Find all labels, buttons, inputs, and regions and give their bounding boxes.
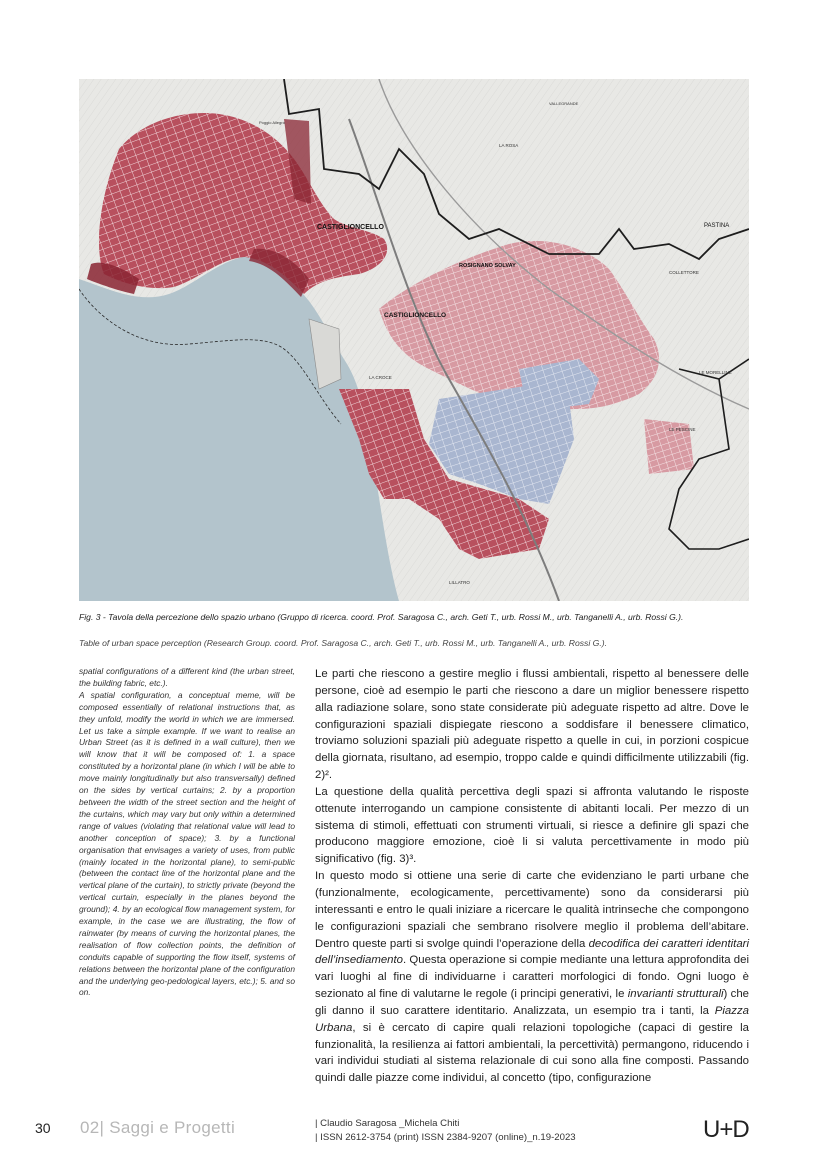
map-label-castiglioncello-north: CASTIGLIONCELLO [317,224,384,231]
english-paragraph-2: A spatial configuration, a conceptual meme, will be composed essentially of relational instructions that, as they unfold, modify the world in which we are immersed. Let us take a simple example. If we want to realise an Urban Street (as it is defined in a wall culture), then we will know that it will be composed of: 1. a space constituted by a horizontal plane (in which I will be able to move mainly longitudinally but also transversally) defined on the sides by vertical curtains; 2. by a proportion between the width of the street section and the height of the curtains, which may vary but only within a determined range of values (violating that relational value will lead to another conception of space); 3. by a functional organisation that envisages a variety of uses, from public (mainly located in the horizontal plane), to semi-public (between the contact line of the horizontal plane and the vertical plane of the curtain), to strictly private (beyond the vertical curtain, especially in the planes beyond the ground); 4. by an ecological flow management system, for example, in the case we are illustrating, the flow of rainwater (by means of curving the horizontal planes, the realisation of flow collection points, the definition of conduits capable of supporting the flow itself, systems of relations between the horizontal plane of the configuration and the underlying geo-pedological layers, etc.); 5. and so on. [79,689,295,998]
italian-body [315,666,749,1087]
map-label-lillatro: LILLATRO [449,580,470,585]
body-emphasis-piazza: Piazza Urbana [315,1004,749,1034]
body-text-3a: In questo modo si ottiene una serie di carte che evidenziano le parti urbane che (funzionalmente, ecologicamente, percettivamente) sono da considerarsi più interessanti e entro le quali iniziare a ricercare le qualità intrinseche che compongono le configurazioni spaziali che sembrano risolvere meglio il problema dell’abitare. Dentro queste parti si svolge quindi l’operazione della [315,870,749,950]
map-label-la-croce: LA CROCE [369,375,392,380]
map-label-la-rosa: LA ROSA [499,143,519,148]
body-text-3d: , si è cercato di capire quali relazioni topologiche (capaci di gestire la funzionalità, la resilienza ai fattori ambientali, la percettività) permangono, riducendo i vari individui studiati al sistema relazionale di cui sono alla fine composti. Passando quindi dalle piazze come individui, al concetto (tipo, configurazione [315,1021,749,1085]
footer-issn: | ISSN 2612-3754 (print) ISSN 2384-9207 (online)_n.19-2023 [315,1132,576,1143]
map-label-pastina: PASTINA [704,223,730,229]
footer-authors: | Claudio Saragosa _Michela Chiti [315,1118,460,1129]
figure-caption-italian: Fig. 3 - Tavola della percezione dello spazio urbano (Gruppo di ricerca. coord. Prof. Saragosa C., arch. Geti T., urb. Rossi M., urb. Tanganelli A., urb. Rossi G.). [79,612,684,622]
journal-logo: U+D [703,1116,749,1143]
body-paragraph-2: La questione della qualità percettiva degli spazi si affronta valutando le risposte ottenute interrogando un campione consistente di abitanti locali. Per mezzo di un sistema di stimoli, effettuati con strumenti virtuali, si riesce a definire gli spazi che producono maggiore emozione, cioè li si valuta percettivamente in modo più significativo (fig. 3)³. [315,785,749,866]
body-paragraph-3 [315,868,749,1087]
footer-credits [315,1117,576,1145]
map-label-rosignano: ROSIGNANO SOLVAY [459,263,516,269]
figure-caption-english: Table of urban space perception (Research Group. coord. Prof. Saragosa C., arch. Geti T., urb. Rossi M., urb. Tanganelli A., urb. Rossi G.). [79,638,607,648]
map-label-castiglioncello-south: CASTIGLIONCELLO [384,312,447,319]
body-text-3c: ) che gli danno il suo carattere identitario. Analizzata, un esempio tra i tanti, la [315,988,750,1017]
section-title: 02| Saggi e Progetti [80,1118,236,1137]
map-graphic [79,79,749,601]
map-label-poggio-allegro: Poggio Allegro [259,120,285,125]
map-label-pescine: LE PESCINE [669,427,696,432]
map-label-morelline: LE MORELLINE [699,370,732,375]
english-paragraph-1: spatial configurations of a different kind (the urban street, the building fabric, etc.). [79,666,295,688]
urban-perception-map [79,79,749,601]
english-column [79,666,295,999]
map-label-vallegrande: VALLEGRANDE [549,101,579,106]
page-number: 30 [35,1120,51,1136]
body-emphasis-invarianti: invarianti strutturali [627,988,724,1001]
body-paragraph-1: Le parti che riescono a gestire meglio i flussi ambientali, rispetto al benessere delle persone, cioè ad esempio le parti che riescono a dare un miglior benessere rispetto alla radiazione solare, sono state considerate più adeguate rispetto ad altre. Dove le configurazioni spaziali dispiegate riescono a soddisfare il benessere climatico, troviamo soluzioni spaziali più adeguate rispetto a quelle in cui, in porzioni cospicue della giornata, risultano, ad esempio, troppo calde e quindi difficilmente utilizzabili (fig. 2)². [315,668,749,782]
body-text-3b: . Questa operazione si compie mediante una lettura approfondita dei vari luoghi al fine di individuarne i caratteri morfologici di fondo. Ogni luogo è sezionato al fine di valutarne le regole (i principi generativi, le [315,954,749,1001]
map-label-collettore: COLLETTORE [669,270,699,275]
body-emphasis-decodifica: decodifica dei caratteri identitari dell’insediamento [315,937,749,967]
